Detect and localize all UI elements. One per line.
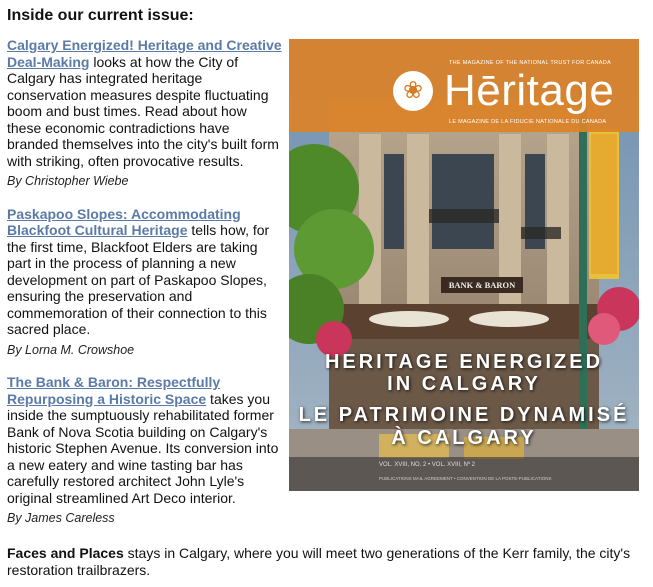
article-body: tells how, for the first time, Blackfoot Elders are taking part in the process of planning a new development on part of Paskapoo Slopes, ensuring the preservation and commemoration of their connection to this sacred place. (7, 222, 270, 337)
cover-headline-en-line1: HERITAGE ENERGIZED (324, 351, 604, 373)
cover-headline-fr-line1: LE PATRIMOINE DYNAMISÉ (298, 404, 630, 426)
cover-headline-fr-line2: À CALGARY (391, 427, 537, 449)
cover-issue-number: VOL. XVIII, NO. 2 • VOL. XVIII, Nº 2 (379, 462, 475, 468)
maple-leaf-icon: ❀ (402, 77, 424, 104)
article-byline: By Lorna M. Crowshoe (7, 342, 135, 357)
article-link-bank-and-baron[interactable]: The Bank & Baron: Respectfully Repurposing a Historic Space (7, 374, 221, 407)
cover-tagline-english: THE MAGAZINE OF THE NATIONAL TRUST FOR CANADA (449, 60, 612, 66)
cover-headline-en-line2: IN CALGARY (387, 373, 541, 395)
article-list (7, 37, 283, 543)
article-body: takes you inside the sumptuously rehabilitated former Bank of Nova Scotia building on Calgary's historic Stephen Avenue. Its conversion into a new eatery and wine tasting bar has carefully restored architect John Lyle's original streamlined Art Deco interior. (7, 390, 279, 506)
magazine-cover (289, 39, 639, 491)
section-heading: Inside our current issue: (7, 7, 194, 24)
article-paragraph (7, 206, 283, 338)
article-item (7, 206, 283, 359)
article-body: looks at how the City of Calgary has integrated heritage conservation measures despite fluctuating boom and bust times. Read about how these economic contradictions have branded themselves into the city's built form with striking, often provocative results. (7, 53, 279, 169)
article-byline: By Christopher Wiebe (7, 174, 129, 188)
article-link-paskapoo-slopes[interactable]: Paskapoo Slopes: Accommodating Blackfoot Cultural Heritage (7, 205, 241, 238)
article-item (7, 374, 283, 527)
article-paragraph (7, 374, 283, 506)
cover-magazine-title: Hēritage (444, 66, 615, 115)
article-paragraph (7, 37, 283, 169)
footer-text: stays in Calgary, where you will meet two generations of the Kerr family, the city's restoration trailbrazers. (7, 545, 631, 578)
footer-bold-lead: Faces and Places (7, 545, 124, 561)
article-item (7, 37, 283, 190)
cover-tagline-french: LE MAGAZINE DE LA FIDUCIE NATIONALE DU CANADA (449, 119, 607, 125)
cover-restaurant-sign: BANK & BARON (441, 277, 523, 293)
article-byline: By James Careless (7, 511, 115, 525)
article-link-calgary-energized[interactable]: Calgary Energized! Heritage and Creative Deal-Making (7, 37, 282, 70)
footer-paragraph (7, 545, 647, 578)
cover-publication-notice: PUBLICATIONS MAIL AGREEMENT • CONVENTION DE LA POSTE-PUBLICATIONS (379, 476, 552, 481)
